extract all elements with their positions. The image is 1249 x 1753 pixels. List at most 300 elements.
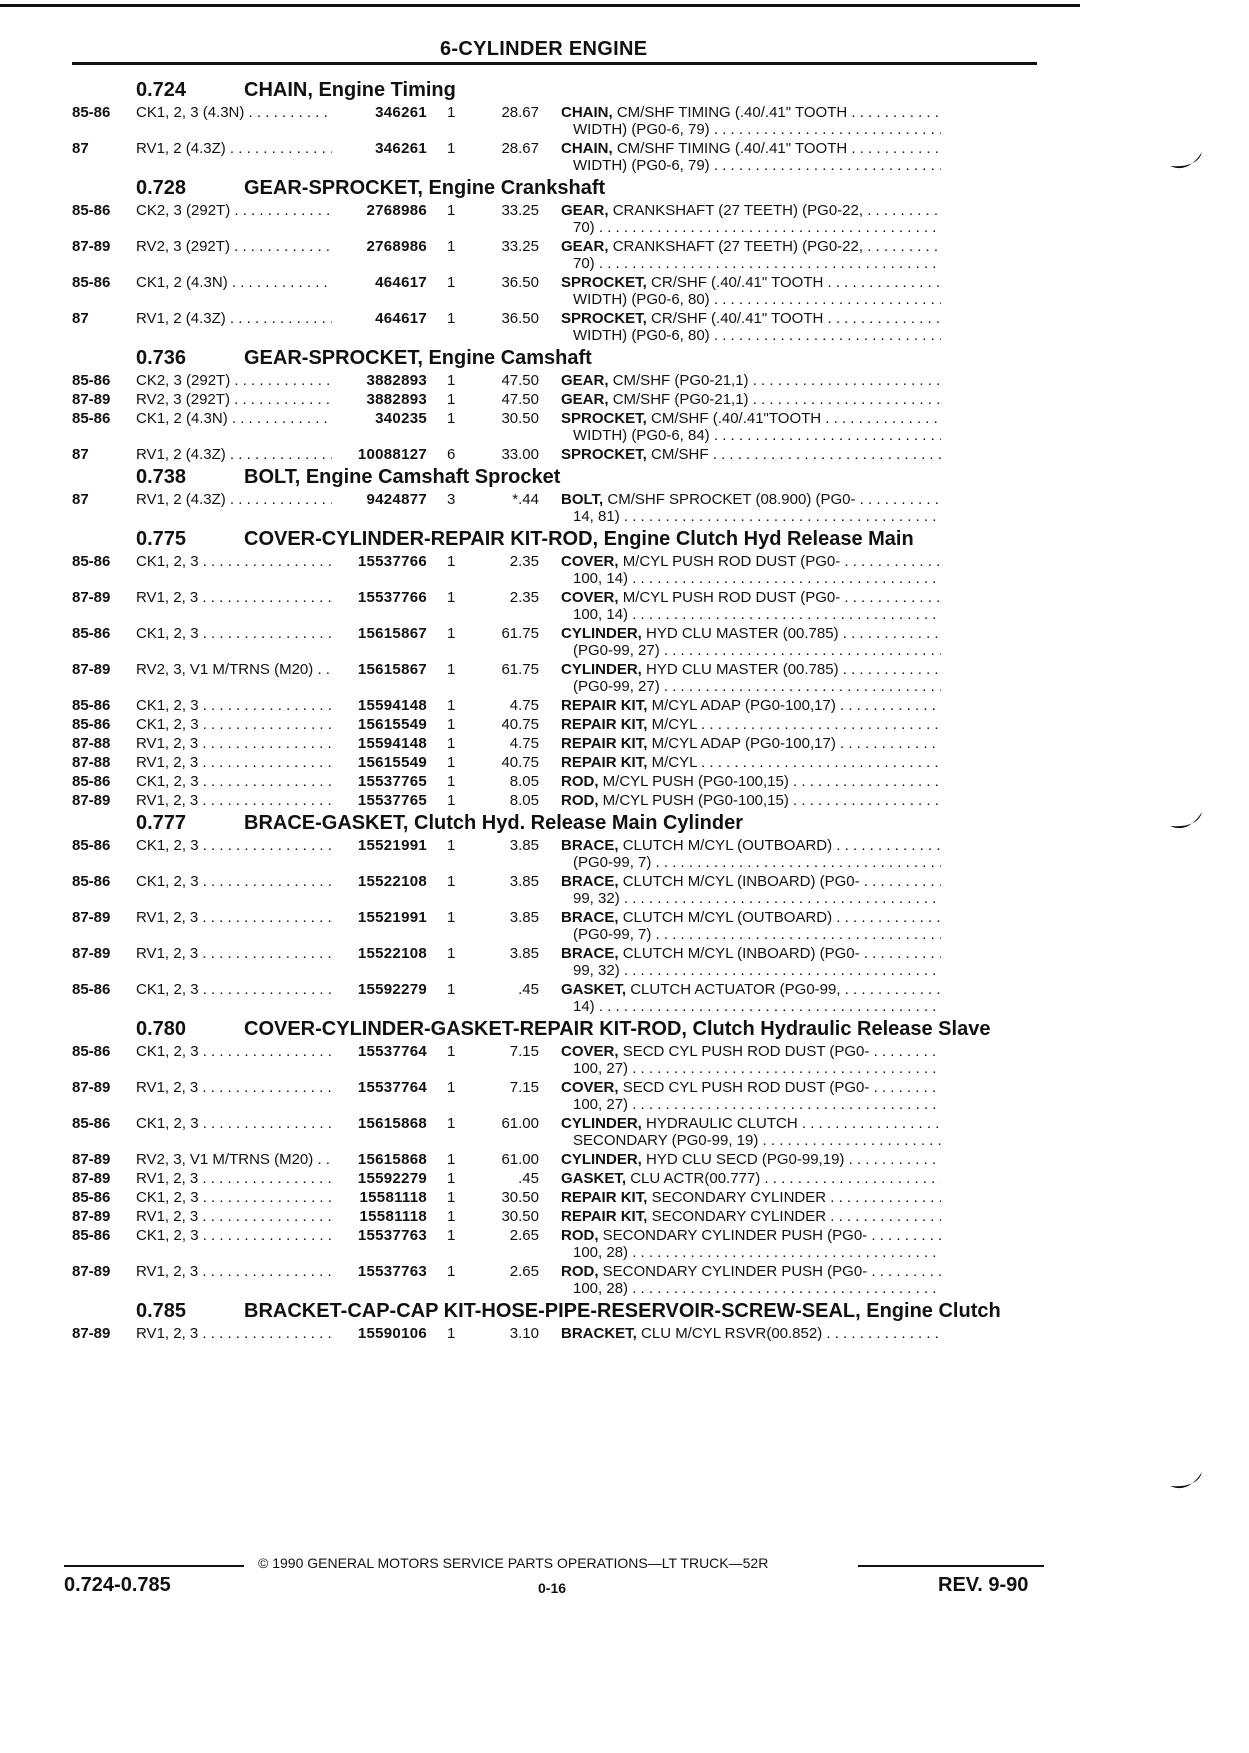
description-line <box>561 446 941 463</box>
part-number: 15594148 <box>357 735 427 752</box>
description <box>561 945 941 979</box>
model-years: 87-89 <box>72 661 111 678</box>
description-continuation: 99, 32) . . . <box>561 890 941 907</box>
model-codes: RV1, 2, 3 . . . <box>136 754 332 771</box>
part-number: 15592279 <box>357 981 427 998</box>
description-keyword: SPROCKET, <box>561 410 647 427</box>
section-header <box>72 811 1042 835</box>
description-continuation: (PG0-99, 7) . . . <box>561 854 941 871</box>
description-line <box>561 1189 941 1206</box>
model-years: 85-86 <box>72 1227 111 1244</box>
description-line <box>561 909 941 926</box>
model-years: 87-89 <box>72 1325 111 1342</box>
model-years: 87-89 <box>72 1208 111 1225</box>
description-text: M/CYL ADAP (PG0-100,17) <box>651 735 836 752</box>
description-text: HYD CLU MASTER (00.785) <box>646 661 839 678</box>
parts-row <box>72 754 1042 771</box>
model-codes: RV1, 2 (4.3Z) . . . <box>136 140 332 157</box>
price: 61.00 <box>501 1151 539 1168</box>
parts-row <box>72 625 1042 659</box>
quantity: 1 <box>447 697 456 714</box>
model-years: 87-89 <box>72 909 111 926</box>
description-line <box>561 202 941 219</box>
catalog-section <box>72 1299 1042 1342</box>
description <box>561 625 941 659</box>
model-years: 85-86 <box>72 202 111 219</box>
model-codes: CK1, 2, 3 . . . <box>136 716 332 733</box>
section-code: 0.775 <box>136 528 187 550</box>
part-number: 15537764 <box>357 1079 427 1096</box>
catalog-section <box>72 465 1042 525</box>
description-line <box>561 735 941 752</box>
model-years: 85-86 <box>72 1189 111 1206</box>
description <box>561 909 941 943</box>
description <box>561 446 941 463</box>
model-years: 87-89 <box>72 1151 111 1168</box>
model-years: 87-89 <box>72 792 111 809</box>
description <box>561 140 941 174</box>
description-keyword: REPAIR KIT, <box>561 1189 648 1206</box>
quantity: 1 <box>447 837 456 854</box>
section-title: COVER-CYLINDER-REPAIR KIT-ROD, Engine Clutch Hyd Release Main <box>244 528 914 550</box>
description-line <box>561 372 941 389</box>
parts-listing <box>72 76 1042 1344</box>
description-keyword: REPAIR KIT, <box>561 754 648 771</box>
price: 61.75 <box>501 625 539 642</box>
quantity: 3 <box>447 491 456 508</box>
quantity: 1 <box>447 104 456 121</box>
description-line <box>561 274 941 291</box>
price: 33.25 <box>501 238 539 255</box>
section-header <box>72 1017 1042 1041</box>
description <box>561 773 941 790</box>
part-number: 15581118 <box>359 1189 427 1206</box>
price: 3.10 <box>509 1325 539 1342</box>
model-codes: CK1, 2, 3 . . . <box>136 873 332 890</box>
part-number: 15537766 <box>357 553 427 570</box>
description-keyword: COVER, <box>561 1043 619 1060</box>
part-number: 15537766 <box>357 589 427 606</box>
part-number: 15537764 <box>357 1043 427 1060</box>
model-years: 87 <box>72 140 89 157</box>
description <box>561 1079 941 1113</box>
model-years: 85-86 <box>72 716 111 733</box>
description-text: HYD CLU MASTER (00.785) <box>646 625 839 642</box>
section-code: 0.724 <box>136 79 187 101</box>
top-rule <box>0 4 1080 7</box>
description-line <box>561 589 941 606</box>
quantity: 1 <box>447 1151 456 1168</box>
description-line <box>561 1043 941 1060</box>
description-text: CLUTCH ACTUATOR (PG0-99, <box>630 981 841 998</box>
quantity: 1 <box>447 1115 456 1132</box>
description-continuation: (PG0-99, 27) . . . <box>561 678 941 695</box>
description <box>561 981 941 1015</box>
description-line <box>561 1151 941 1168</box>
quantity: 1 <box>447 1208 456 1225</box>
description <box>561 410 941 444</box>
parts-row <box>72 1043 1042 1077</box>
description-line <box>561 792 941 809</box>
quantity: 1 <box>447 661 456 678</box>
part-number: 15592279 <box>357 1170 427 1187</box>
part-number: 15581118 <box>359 1208 427 1225</box>
price: 28.67 <box>501 104 539 121</box>
description-line <box>561 391 941 408</box>
part-number: 346261 <box>375 104 427 121</box>
description-text: CLU ACTR(00.777) <box>630 1170 761 1187</box>
section-title: CHAIN, Engine Timing <box>244 79 456 101</box>
description-keyword: CHAIN, <box>561 140 613 157</box>
description-continuation: WIDTH) (PG0-6, 84) . . . <box>561 427 941 444</box>
description-keyword: GASKET, <box>561 981 627 998</box>
description-line <box>561 410 941 427</box>
section-title: BRACKET-CAP-CAP KIT-HOSE-PIPE-RESERVOIR-SCREW-SEAL, Engine Clutch <box>244 1300 1001 1322</box>
description-keyword: SPROCKET, <box>561 310 647 327</box>
price: 30.50 <box>501 410 539 427</box>
model-codes: CK1, 2 (4.3N) . . . <box>136 410 332 427</box>
description-text: CM/SHF TIMING (.40/.41" TOOTH <box>616 104 848 121</box>
description-text: SECD CYL PUSH ROD DUST (PG0- <box>622 1043 870 1060</box>
description-text: SECONDARY CYLINDER PUSH (PG0- <box>602 1227 868 1244</box>
description-keyword: REPAIR KIT, <box>561 735 648 752</box>
description-line <box>561 238 941 255</box>
part-number: 15522108 <box>357 873 427 890</box>
model-codes: CK1, 2 (4.3N) . . . <box>136 274 332 291</box>
quantity: 1 <box>447 274 456 291</box>
quantity: 1 <box>447 410 456 427</box>
description-keyword: COVER, <box>561 553 619 570</box>
footer-rule-left <box>64 1565 244 1567</box>
description-line <box>561 1208 941 1225</box>
description-text: SECONDARY CYLINDER PUSH (PG0- <box>602 1263 868 1280</box>
quantity: 1 <box>447 140 456 157</box>
section-title: COVER-CYLINDER-GASKET-REPAIR KIT-ROD, Clutch Hydraulic Release Slave <box>244 1018 991 1040</box>
model-codes: RV1, 2, 3 . . . <box>136 792 332 809</box>
parts-row <box>72 446 1042 463</box>
parts-row <box>72 202 1042 236</box>
model-years: 85-86 <box>72 104 111 121</box>
price: 30.50 <box>501 1189 539 1206</box>
model-codes: RV1, 2, 3 . . . <box>136 909 332 926</box>
description-keyword: ROD, <box>561 773 599 790</box>
model-years: 87-89 <box>72 1170 111 1187</box>
description-text: CM/SHF (.40/.41"TOOTH <box>651 410 822 427</box>
part-number: 10088127 <box>357 446 427 463</box>
description-continuation: 70) . . . <box>561 219 941 236</box>
catalog-section <box>72 811 1042 1015</box>
parts-row <box>72 716 1042 733</box>
description-keyword: BRACE, <box>561 945 619 962</box>
description-line <box>561 1227 941 1244</box>
price: 2.65 <box>509 1227 539 1244</box>
description-text: CLU M/CYL RSVR(00.852) <box>641 1325 823 1342</box>
description-keyword: REPAIR KIT, <box>561 716 648 733</box>
revision: REV. 9-90 <box>938 1574 1029 1596</box>
description-keyword: CYLINDER, <box>561 625 642 642</box>
catalog-section <box>72 527 1042 809</box>
description <box>561 1189 941 1206</box>
model-years: 85-86 <box>72 372 111 389</box>
quantity: 1 <box>447 909 456 926</box>
quantity: 1 <box>447 1170 456 1187</box>
description <box>561 837 941 871</box>
parts-row <box>72 104 1042 138</box>
description <box>561 238 941 272</box>
description-line <box>561 697 941 714</box>
part-number: 15615867 <box>357 625 427 642</box>
description-text: CLUTCH M/CYL (OUTBOARD) <box>622 837 833 854</box>
description <box>561 310 941 344</box>
model-codes: CK1, 2, 3 . . . <box>136 697 332 714</box>
description-line <box>561 661 941 678</box>
description-line <box>561 981 941 998</box>
description-continuation: SECONDARY (PG0-99, 19) . . . <box>561 1132 941 1149</box>
description <box>561 589 941 623</box>
model-years: 87 <box>72 491 89 508</box>
section-header <box>72 78 1042 102</box>
price: 4.75 <box>509 697 539 714</box>
description <box>561 1227 941 1261</box>
model-codes: CK2, 3 (292T) . . . <box>136 372 332 389</box>
price: 8.05 <box>509 773 539 790</box>
price: 61.00 <box>501 1115 539 1132</box>
price: 7.15 <box>509 1043 539 1060</box>
model-years: 85-86 <box>72 697 111 714</box>
description-keyword: SPROCKET, <box>561 446 647 463</box>
description-keyword: CYLINDER, <box>561 1115 642 1132</box>
section-header <box>72 465 1042 489</box>
part-number: 15537763 <box>357 1263 427 1280</box>
part-number: 346261 <box>375 140 427 157</box>
description-keyword: ROD, <box>561 792 599 809</box>
description-text: CLUTCH M/CYL (INBOARD) (PG0- <box>622 873 860 890</box>
model-years: 87-89 <box>72 589 111 606</box>
section-title: GEAR-SPROCKET, Engine Camshaft <box>244 347 592 369</box>
parts-row <box>72 735 1042 752</box>
description-text: M/CYL <box>651 716 697 733</box>
price: 30.50 <box>501 1208 539 1225</box>
description-continuation: WIDTH) (PG0-6, 80) . . . <box>561 327 941 344</box>
description <box>561 792 941 809</box>
description-line <box>561 310 941 327</box>
parts-row <box>72 945 1042 979</box>
description-keyword: GEAR, <box>561 391 609 408</box>
description-keyword: GEAR, <box>561 238 609 255</box>
model-codes: RV1, 2 (4.3Z) . . . <box>136 491 332 508</box>
description <box>561 735 941 752</box>
price: 8.05 <box>509 792 539 809</box>
quantity: 1 <box>447 981 456 998</box>
part-number: 15521991 <box>357 837 427 854</box>
description-text: M/CYL PUSH ROD DUST (PG0- <box>622 589 841 606</box>
page-title: 6-CYLINDER ENGINE <box>440 38 648 60</box>
description <box>561 1115 941 1149</box>
description-line <box>561 140 941 157</box>
part-number: 3882893 <box>366 391 427 408</box>
description-text: CR/SHF (.40/.41" TOOTH <box>651 310 824 327</box>
part-number: 15615549 <box>357 754 427 771</box>
description-text: SECONDARY CYLINDER <box>651 1208 827 1225</box>
price: 36.50 <box>501 274 539 291</box>
parts-row <box>72 837 1042 871</box>
part-number: 464617 <box>375 310 427 327</box>
parts-row <box>72 873 1042 907</box>
model-codes: RV1, 2, 3 . . . <box>136 735 332 752</box>
parts-row <box>72 773 1042 790</box>
quantity: 1 <box>447 372 456 389</box>
model-years: 85-86 <box>72 981 111 998</box>
model-codes: CK1, 2, 3 (4.3N) . . . <box>136 104 332 121</box>
description-continuation: 100, 14) . . . <box>561 606 941 623</box>
quantity: 1 <box>447 1263 456 1280</box>
description-line <box>561 1263 941 1280</box>
description <box>561 274 941 308</box>
section-code: 0.785 <box>136 1300 187 1322</box>
description <box>561 1170 941 1187</box>
description-keyword: REPAIR KIT, <box>561 697 648 714</box>
description <box>561 1043 941 1077</box>
description-continuation: 99, 32) . . . <box>561 962 941 979</box>
model-years: 87 <box>72 310 89 327</box>
quantity: 1 <box>447 391 456 408</box>
description-line <box>561 491 941 508</box>
description-keyword: CHAIN, <box>561 104 613 121</box>
model-codes: CK2, 3 (292T) . . . <box>136 202 332 219</box>
model-codes: RV2, 3 (292T) . . . <box>136 391 332 408</box>
description-line <box>561 754 941 771</box>
description <box>561 661 941 695</box>
description-line <box>561 553 941 570</box>
price: .45 <box>518 1170 539 1187</box>
price: 28.67 <box>501 140 539 157</box>
parts-row <box>72 310 1042 344</box>
quantity: 1 <box>447 945 456 962</box>
parts-row <box>72 1115 1042 1149</box>
description <box>561 491 941 525</box>
section-code: 0.738 <box>136 466 187 488</box>
quantity: 1 <box>447 792 456 809</box>
quantity: 1 <box>447 202 456 219</box>
description-keyword: BRACKET, <box>561 1325 637 1342</box>
price: 33.00 <box>501 446 539 463</box>
description <box>561 873 941 907</box>
description-text: M/CYL <box>651 754 697 771</box>
quantity: 1 <box>447 1227 456 1244</box>
quantity: 1 <box>447 553 456 570</box>
description-continuation: 70) . . . <box>561 255 941 272</box>
description-keyword: ROD, <box>561 1227 599 1244</box>
part-number: 3882893 <box>366 372 427 389</box>
description <box>561 697 941 714</box>
description <box>561 372 941 389</box>
description-text: HYD CLU SECD (PG0-99,19) <box>646 1151 845 1168</box>
price: 4.75 <box>509 735 539 752</box>
model-codes: CK1, 2, 3 . . . <box>136 1227 332 1244</box>
price: 47.50 <box>501 372 539 389</box>
price: 2.35 <box>509 589 539 606</box>
description-continuation: WIDTH) (PG0-6, 80) . . . <box>561 291 941 308</box>
parts-row <box>72 1189 1042 1206</box>
description <box>561 754 941 771</box>
catalog-section <box>72 78 1042 174</box>
description <box>561 716 941 733</box>
description <box>561 104 941 138</box>
model-codes: CK1, 2, 3 . . . <box>136 773 332 790</box>
parts-row <box>72 1325 1042 1342</box>
description-text: M/CYL PUSH ROD DUST (PG0- <box>622 553 841 570</box>
model-years: 85-86 <box>72 625 111 642</box>
price: 7.15 <box>509 1079 539 1096</box>
part-number: 9424877 <box>366 491 427 508</box>
model-codes: CK1, 2, 3 . . . <box>136 625 332 642</box>
price: 40.75 <box>501 754 539 771</box>
footer-rule-right <box>858 1565 1044 1567</box>
parts-row <box>72 553 1042 587</box>
description-continuation: 14, 81) . . . <box>561 508 941 525</box>
quantity: 1 <box>447 773 456 790</box>
description <box>561 202 941 236</box>
model-codes: RV1, 2 (4.3Z) . . . <box>136 446 332 463</box>
catalog-section <box>72 176 1042 344</box>
description-text: CM/SHF (PG0-21,1) <box>612 372 749 389</box>
price: 2.35 <box>509 553 539 570</box>
description-text: CRANKSHAFT (27 TEETH) (PG0-22, <box>612 238 864 255</box>
description-continuation: 100, 27) . . . <box>561 1096 941 1113</box>
part-number: 15537763 <box>357 1227 427 1244</box>
parts-row <box>72 909 1042 943</box>
part-number: 15594148 <box>357 697 427 714</box>
description-continuation: 100, 28) . . . <box>561 1244 941 1261</box>
description-text: M/CYL ADAP (PG0-100,17) <box>651 697 836 714</box>
description-keyword: BRACE, <box>561 873 619 890</box>
description-continuation: (PG0-99, 7) . . . <box>561 926 941 943</box>
model-codes: CK1, 2, 3 . . . <box>136 553 332 570</box>
binder-hole-mark <box>1168 810 1204 834</box>
page-number: 0-16 <box>538 1580 567 1596</box>
part-number: 2768986 <box>366 202 427 219</box>
copyright-line: © 1990 GENERAL MOTORS SERVICE PARTS OPERATIONS—LT TRUCK—52R <box>258 1555 769 1571</box>
part-number: 15521991 <box>357 909 427 926</box>
section-title: BRACE-GASKET, Clutch Hyd. Release Main Cylinder <box>244 812 743 834</box>
parts-row <box>72 697 1042 714</box>
price: 3.85 <box>509 873 539 890</box>
binder-hole-mark <box>1168 1470 1204 1494</box>
title-rule <box>72 62 1037 65</box>
parts-row <box>72 491 1042 525</box>
section-code: 0.736 <box>136 347 187 369</box>
description-text: CR/SHF (.40/.41" TOOTH <box>651 274 824 291</box>
description-text: CM/SHF (PG0-21,1) <box>612 391 749 408</box>
model-codes: CK1, 2, 3 . . . <box>136 1115 332 1132</box>
model-years: 87-89 <box>72 391 111 408</box>
parts-row <box>72 589 1042 623</box>
description-text: CRANKSHAFT (27 TEETH) (PG0-22, <box>612 202 864 219</box>
model-codes: CK1, 2, 3 . . . <box>136 1189 332 1206</box>
model-codes: RV2, 3 (292T) . . . <box>136 238 332 255</box>
description-text: HYDRAULIC CLUTCH <box>646 1115 798 1132</box>
description-line <box>561 1325 941 1342</box>
model-years: 87-88 <box>72 754 111 771</box>
description-line <box>561 773 941 790</box>
model-codes: RV1, 2, 3 . . . <box>136 1079 332 1096</box>
description-text: SECD CYL PUSH ROD DUST (PG0- <box>622 1079 870 1096</box>
description-text: CLUTCH M/CYL (OUTBOARD) <box>622 909 833 926</box>
description-line <box>561 1115 941 1132</box>
price: 36.50 <box>501 310 539 327</box>
model-years: 85-86 <box>72 773 111 790</box>
description-keyword: SPROCKET, <box>561 274 647 291</box>
